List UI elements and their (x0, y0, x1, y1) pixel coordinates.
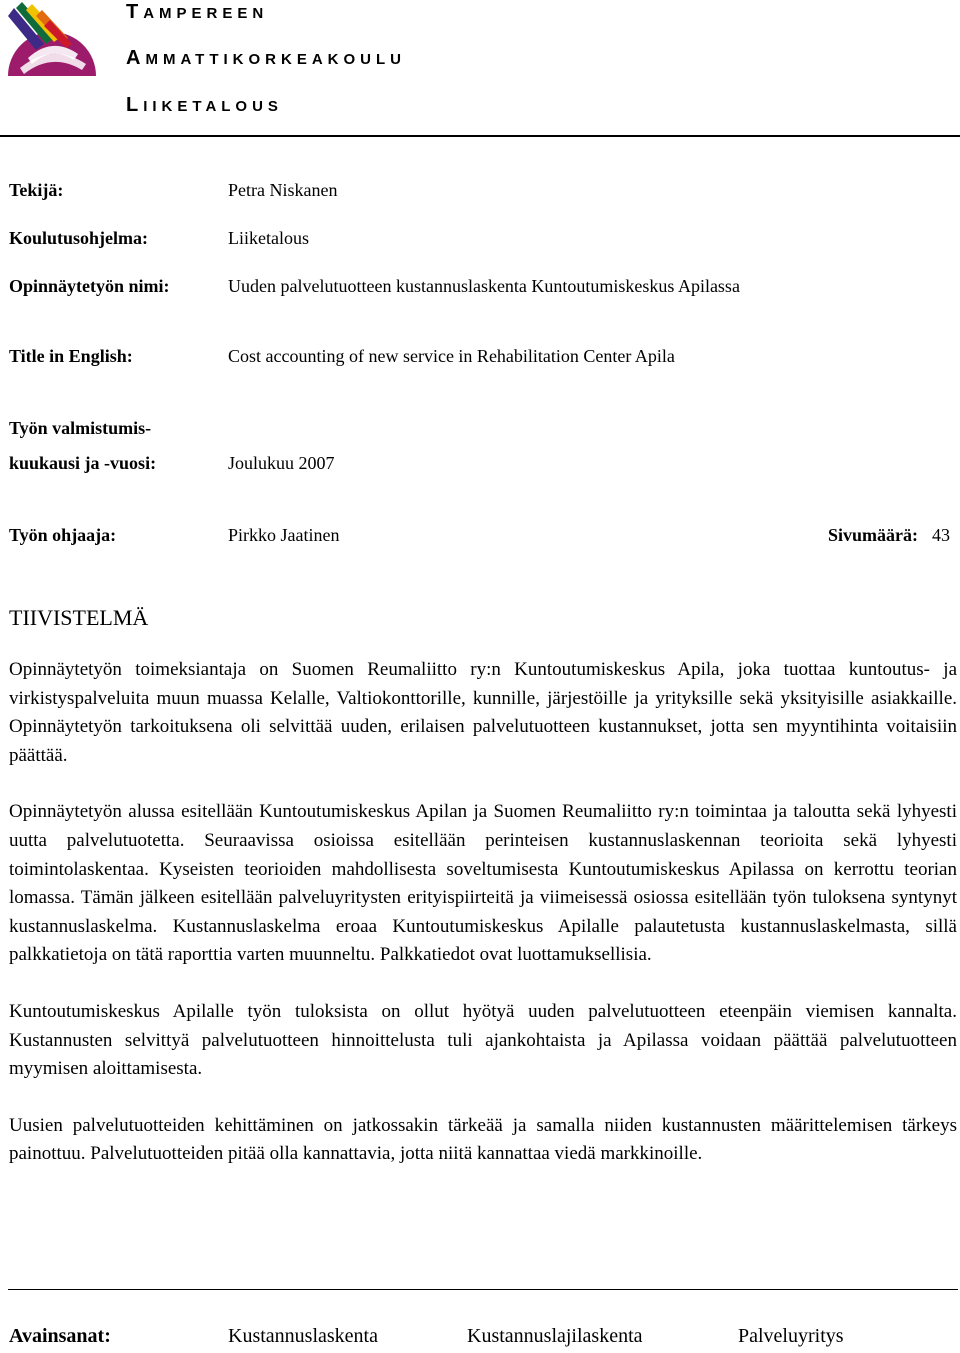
thesis-title-value: Uuden palvelutuotteen kustannuslaskenta Kuntoutumiskeskus Apilassa (228, 276, 740, 296)
supervisor-value: Pirkko Jaatinen (228, 525, 340, 545)
author-label: Tekijä: (9, 180, 64, 200)
abstract-paragraph-3: Kuntoutumiskeskus Apilalle työn tuloksista on ollut hyötyä uuden palvelutuotteen eteenpäin viemisen kannalta. Kustannusten selvittyä palvelutuotteen hinnoittelusta tuli ajankohtaista ja Apilassa voidaan päättää palvelutuotteen myymisen aloittamisesta. (9, 1000, 957, 1080)
date-value: Joulukuu 2007 (228, 453, 335, 473)
footer-divider (8, 1289, 958, 1290)
page-count-label: Sivumäärä: (828, 525, 918, 545)
author-value: Petra Niskanen (228, 180, 338, 200)
tamk-logo (6, 2, 98, 76)
header-divider (0, 135, 960, 137)
keyword-item: Kustannuslaskenta (228, 1325, 378, 1347)
keyword-item: Kustannuslajilaskenta (467, 1325, 643, 1347)
org-name-line-1: TAMPEREEN (126, 1, 269, 23)
programme-value: Liiketalous (228, 228, 309, 248)
english-title-label: Title in English: (9, 346, 133, 366)
abstract-paragraph-1: Opinnäytetyön toimeksiantaja on Suomen Reumaliitto ry:n Kuntoutumiskeskus Apila, joka tuottaa kuntoutus- ja virkistyspalveluita muun muassa Kelalle, Valtiokonttorille, kunnille, järjestöille ja yrityksille sekä yksityisille asiakkaille. Opinnäytetyön tarkoituksena oli selvittää uuden, erilaisen palvelutuotteen kustannukset, jotta sen myyntihinta voitaisiin päättää. (9, 659, 957, 766)
abstract-heading: TIIVISTELMÄ (9, 605, 149, 630)
programme-label: Koulutusohjelma: (9, 228, 149, 248)
thesis-title-label: Opinnäytetyön nimi: (9, 276, 170, 296)
abstract-body (9, 656, 957, 1197)
org-name-line-3: LIIKETALOUS (126, 94, 283, 116)
abstract-paragraph-2: Opinnäytetyön alussa esitellään Kuntoutumiskeskus Apilan ja Suomen Reumaliitto ry:n toimintaa ja taloutta sekä lyhyesti uutta palvelutuotetta. Seuraavissa osioissa esitellään perinteisen kustannuslaskennan teorioita sekä lyhyesti toimintolaskentaa. Kyseisten teorioiden mahdollisesta soveltumisesta Kuntoutumiskeskus Apilassa on kerrottu teorian lomassa. Tämän jälkeen esitellään palveluyritysten erityispiirteitä ja viimeisessä osiossa esitellään työn tuloksena syntynyt kustannuslaskelma. Kustannuslaskelma eroaa Kuntoutumiskeskus Apilalle palautetusta kustannuslaskelmasta, sillä palkkatietoja on tätä raporttia varten muunneltu. Palkkatiedot ovat luottamuksellisia. (9, 801, 957, 966)
date-label-line-2: kuukausi ja -vuosi: (9, 453, 157, 473)
keyword-item: Palveluyritys (738, 1325, 844, 1347)
date-label-line-1: Työn valmistumis- (9, 418, 152, 438)
abstract-paragraph-4: Uusien palvelutuotteiden kehittäminen on jatkossakin tärkeää ja samalla niiden kustannusten määrittelemisen tärkeys painottuu. Palvelutuotteiden pitää olla kannattavia, jotta niitä kannattaa viedä markkinoille. (9, 1114, 957, 1165)
page-count-value: 43 (932, 525, 950, 545)
keywords-label: Avainsanat: (9, 1325, 111, 1347)
english-title-value: Cost accounting of new service in Rehabilitation Center Apila (228, 346, 675, 366)
org-name-line-2: AMMATTIKORKEAKOULU (126, 47, 406, 69)
supervisor-label: Työn ohjaaja: (9, 525, 117, 545)
